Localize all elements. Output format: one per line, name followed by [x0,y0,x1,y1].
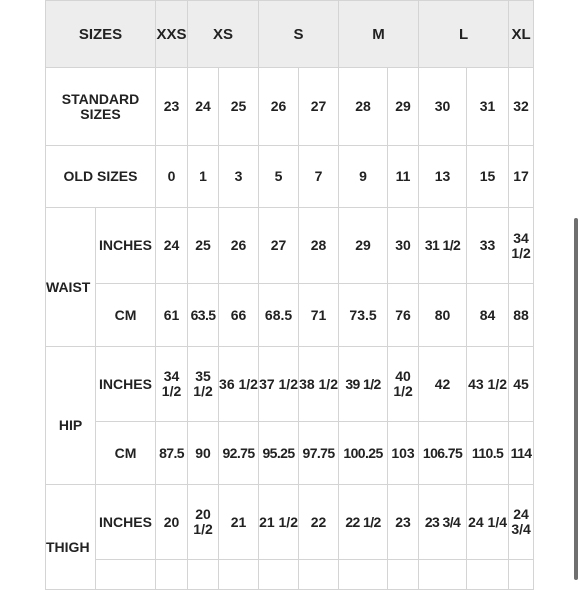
thigh-label-text: THIGH [46,538,90,555]
table-cell: 24 3/4 [509,485,534,560]
table-cell [299,560,339,590]
scrollbar-thumb[interactable] [574,218,578,580]
table-cell: 23 3/4 [419,485,467,560]
hip-cm-label: CM [96,422,156,485]
table-cell: 13 [419,146,467,208]
hip-label [46,347,96,485]
table-cell: 26 [219,208,259,284]
hip-inches-label: INCHES [96,347,156,422]
table-cell: 22 1/2 [339,485,388,560]
table-cell: 27 [259,208,299,284]
table-cell [259,560,299,590]
waist-cm-label: CM [96,284,156,347]
table-cell [219,560,259,590]
table-cell: 61 [156,284,188,347]
table-cell: 29 [339,208,388,284]
table-cell: 84 [467,284,509,347]
vertical-scrollbar[interactable] [572,0,580,580]
table-cell: 76 [388,284,419,347]
table-cell [188,560,219,590]
table-cell: 73.5 [339,284,388,347]
table-cell: 11 [388,146,419,208]
waist-label [46,208,96,347]
table-cell: 30 [419,68,467,146]
table-cell [96,560,156,590]
hip-inches-row [46,347,534,422]
table-cell: 35 1/2 [188,347,219,422]
table-cell [419,560,467,590]
table-cell: 31 1/2 [419,208,467,284]
hip-cm-row [46,422,534,485]
thigh-label [46,485,96,590]
table-cell: 90 [188,422,219,485]
table-cell: 37 1/2 [259,347,299,422]
size-group-l: L [419,1,509,68]
table-cell: 97.75 [299,422,339,485]
table-cell: 106.75 [419,422,467,485]
table-cell: 20 1/2 [188,485,219,560]
standard-sizes-row [46,68,534,146]
table-cell: 80 [419,284,467,347]
table-cell: 21 1/2 [259,485,299,560]
table-cell [156,560,188,590]
table-cell: 29 [388,68,419,146]
table-cell: 34 1/2 [156,347,188,422]
table-cell: 0 [156,146,188,208]
thigh-inches-row [46,485,534,560]
table-cell: 21 [219,485,259,560]
table-cell: 1 [188,146,219,208]
table-cell: 23 [388,485,419,560]
table-cell: 68.5 [259,284,299,347]
table-cell: 28 [299,208,339,284]
size-group-xs: XS [188,1,259,68]
table-cell: 39 1/2 [339,347,388,422]
table-cell: 95.25 [259,422,299,485]
size-chart [45,0,533,590]
table-cell: 71 [299,284,339,347]
table-cell: 17 [509,146,534,208]
waist-cm-row [46,284,534,347]
standard-sizes-label: STANDARD SIZES [46,68,156,146]
size-group-s: S [259,1,339,68]
table-cell: 3 [219,146,259,208]
table-cell: 27 [299,68,339,146]
size-group-xxs: XXS [156,1,188,68]
table-cell: 110.5 [467,422,509,485]
table-cell: 31 [467,68,509,146]
table-cell: 103 [388,422,419,485]
sizes-header: SIZES [46,1,156,68]
waist-inches-label: INCHES [96,208,156,284]
table-cell: 92.75 [219,422,259,485]
table-cell: 5 [259,146,299,208]
table-cell: 33 [467,208,509,284]
table-cell: 88 [509,284,534,347]
old-sizes-label: OLD SIZES [46,146,156,208]
table-cell: 66 [219,284,259,347]
table-cell [467,560,509,590]
table-cell: 100.25 [339,422,388,485]
waist-label-text: WAIST [46,278,91,295]
hip-label-text: HIP [58,417,83,433]
table-cell: 63.5 [188,284,219,347]
table-cell: 40 1/2 [388,347,419,422]
table-cell: 22 [299,485,339,560]
waist-inches-row [46,208,534,284]
table-cell: 38 1/2 [299,347,339,422]
table-cell: 28 [339,68,388,146]
table-cell: 24 [188,68,219,146]
table-cell: 30 [388,208,419,284]
table-cell: 45 [509,347,534,422]
table-cell: 25 [188,208,219,284]
table-cell: 25 [219,68,259,146]
table-cell [509,560,534,590]
table-cell: 24 1/4 [467,485,509,560]
table-cell: 15 [467,146,509,208]
table-cell: 36 1/2 [219,347,259,422]
table-cell: 42 [419,347,467,422]
table-cell: 32 [509,68,534,146]
table-cell: 24 [156,208,188,284]
thigh-inches-label: INCHES [96,485,156,560]
table-cell: 9 [339,146,388,208]
table-cell: 43 1/2 [467,347,509,422]
table-cell: 87.5 [156,422,188,485]
old-sizes-row [46,146,534,208]
table-cell: 114 [509,422,534,485]
header-row [46,1,534,68]
table-cell: 26 [259,68,299,146]
size-group-xl: XL [509,1,534,68]
table-cell: 23 [156,68,188,146]
table-cell [339,560,388,590]
size-group-m: M [339,1,419,68]
thigh-cm-row [46,560,534,590]
table-cell: 20 [156,485,188,560]
size-chart-table [45,0,534,590]
table-cell [388,560,419,590]
table-cell: 34 1/2 [509,208,534,284]
table-cell: 7 [299,146,339,208]
